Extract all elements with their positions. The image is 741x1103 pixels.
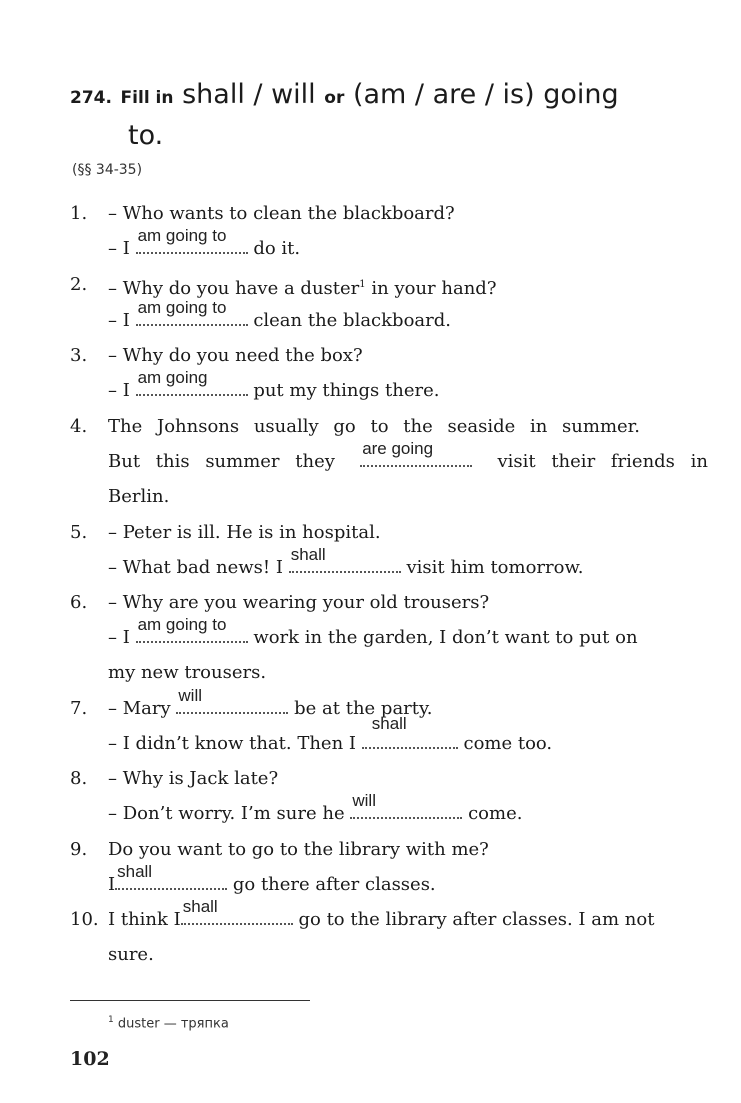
item-number: 10. xyxy=(70,909,99,930)
answer-prefix: – What bad news! I xyxy=(108,557,283,578)
item-4-line-1 xyxy=(108,416,708,438)
item-number: 5. xyxy=(70,522,88,543)
answer-prefix: – Don’t worry. I’m sure he xyxy=(108,803,345,824)
item-5-question-text: – Peter is ill. He is in hospital. xyxy=(108,522,381,543)
question-text-cont: in your hand? xyxy=(365,278,497,299)
handwritten-answer: am going to xyxy=(137,226,227,245)
answer-blank[interactable] xyxy=(362,714,458,749)
exercise-number: 274. xyxy=(70,88,112,108)
item-8-answer-line xyxy=(108,791,523,825)
answer-blank[interactable] xyxy=(350,791,462,819)
footnote-divider xyxy=(70,1000,310,1001)
answer-prefix: – I didn’t know that. Then I xyxy=(108,733,357,754)
answer-suffix: do it. xyxy=(253,238,301,259)
answer-suffix: come. xyxy=(468,803,523,824)
answer-prefix: – I xyxy=(108,238,130,259)
handwritten-answer: shall xyxy=(371,714,407,733)
answer-suffix: visit their friends in xyxy=(497,451,708,472)
answer-suffix: go to the library after classes. I am not xyxy=(298,909,655,930)
item-number: 4. xyxy=(70,416,88,437)
answer-suffix: clean the blackboard. xyxy=(253,310,451,331)
instruction-or: or xyxy=(324,88,345,108)
handwritten-answer: will xyxy=(178,686,203,705)
page-number: 102 xyxy=(70,1048,110,1070)
grammar-reference: (§§ 34-35) xyxy=(72,162,143,178)
justified-text: The Johnsons usually go to the seaside in summer. xyxy=(108,416,641,437)
item-1-question-text: – Who wants to clean the blackboard? xyxy=(108,203,455,224)
answer-blank[interactable] xyxy=(360,439,472,467)
answer-blank[interactable] xyxy=(181,897,293,925)
item-2-answer-line xyxy=(108,298,451,332)
item-10-answer-line xyxy=(108,897,655,931)
item-9-question-text: Do you want to go to the library with me? xyxy=(108,839,489,860)
handwritten-answer: shall xyxy=(182,897,218,916)
item-3-question-text: – Why do you need the box? xyxy=(108,345,363,366)
item-number: 9. xyxy=(70,839,88,860)
item-6-question-text: – Why are you wearing your old trousers? xyxy=(108,592,490,613)
answer-blank[interactable] xyxy=(136,368,248,396)
item-4-line-3: Berlin. xyxy=(108,486,170,507)
item-number: 3. xyxy=(70,345,88,366)
handwritten-answer: am going to xyxy=(137,298,227,317)
footnote-text: duster — тряпка xyxy=(117,1016,229,1032)
answer-blank[interactable] xyxy=(115,862,227,890)
exercise-title xyxy=(70,76,720,155)
handwritten-answer: will xyxy=(352,791,376,810)
answer-blank[interactable] xyxy=(176,686,288,714)
option-going-to: (am / are / is) going xyxy=(352,79,619,110)
answer-blank[interactable] xyxy=(136,615,248,643)
item-number: 2. xyxy=(70,274,88,295)
answer-prefix: – I xyxy=(108,380,130,401)
answer-prefix: I think I xyxy=(108,909,181,930)
answer-prefix: But this summer they xyxy=(108,451,335,472)
answer-blank[interactable] xyxy=(136,226,248,254)
handwritten-answer: am going xyxy=(137,368,208,387)
answer-prefix: I xyxy=(108,874,116,895)
answer-suffix: come too. xyxy=(463,733,553,754)
item-8-question-text: – Why is Jack late? xyxy=(108,768,279,789)
item-number: 7. xyxy=(70,698,88,719)
item-number: 8. xyxy=(70,768,88,789)
item-7-answer-line xyxy=(108,714,553,755)
answer-blank[interactable] xyxy=(136,298,248,326)
handwritten-answer: shall xyxy=(290,545,326,564)
answer-prefix: – I xyxy=(108,310,130,331)
question-suffix: be at the party. xyxy=(294,698,433,719)
footnote-marker: 1 xyxy=(359,279,366,290)
item-6-line-3: my new trousers. xyxy=(108,662,267,683)
item-1-answer-line xyxy=(108,226,301,260)
item-5-answer-line xyxy=(108,545,584,579)
item-6-answer-line xyxy=(108,615,638,649)
item-4-answer-line xyxy=(108,439,708,473)
answer-suffix: work in the garden, I don’t want to put on xyxy=(253,627,638,648)
option-going-to-cont: to. xyxy=(128,120,164,151)
footnote-mark: 1 xyxy=(108,1015,114,1025)
item-number: 1. xyxy=(70,203,88,224)
item-10-line-3: sure. xyxy=(108,944,154,965)
answer-suffix: put my things there. xyxy=(253,380,440,401)
item-number: 6. xyxy=(70,592,88,613)
option-shall-will: shall / will xyxy=(182,79,316,110)
question-prefix: – Mary xyxy=(108,698,171,719)
answer-suffix: visit him tomorrow. xyxy=(406,557,584,578)
item-9-answer-line xyxy=(108,862,436,896)
handwritten-answer: are going xyxy=(362,439,434,458)
item-3-answer-line xyxy=(108,368,440,402)
answer-blank[interactable] xyxy=(289,545,401,573)
answer-prefix: – I xyxy=(108,627,130,648)
handwritten-answer: shall xyxy=(117,862,153,881)
answer-suffix: go there after classes. xyxy=(232,874,436,895)
instruction-fill-in: Fill in xyxy=(120,88,174,108)
handwritten-answer: am going to xyxy=(137,615,227,634)
item-1-question xyxy=(70,203,87,225)
footnote xyxy=(108,1015,229,1031)
question-text: – Why do you have a duster xyxy=(108,278,360,299)
